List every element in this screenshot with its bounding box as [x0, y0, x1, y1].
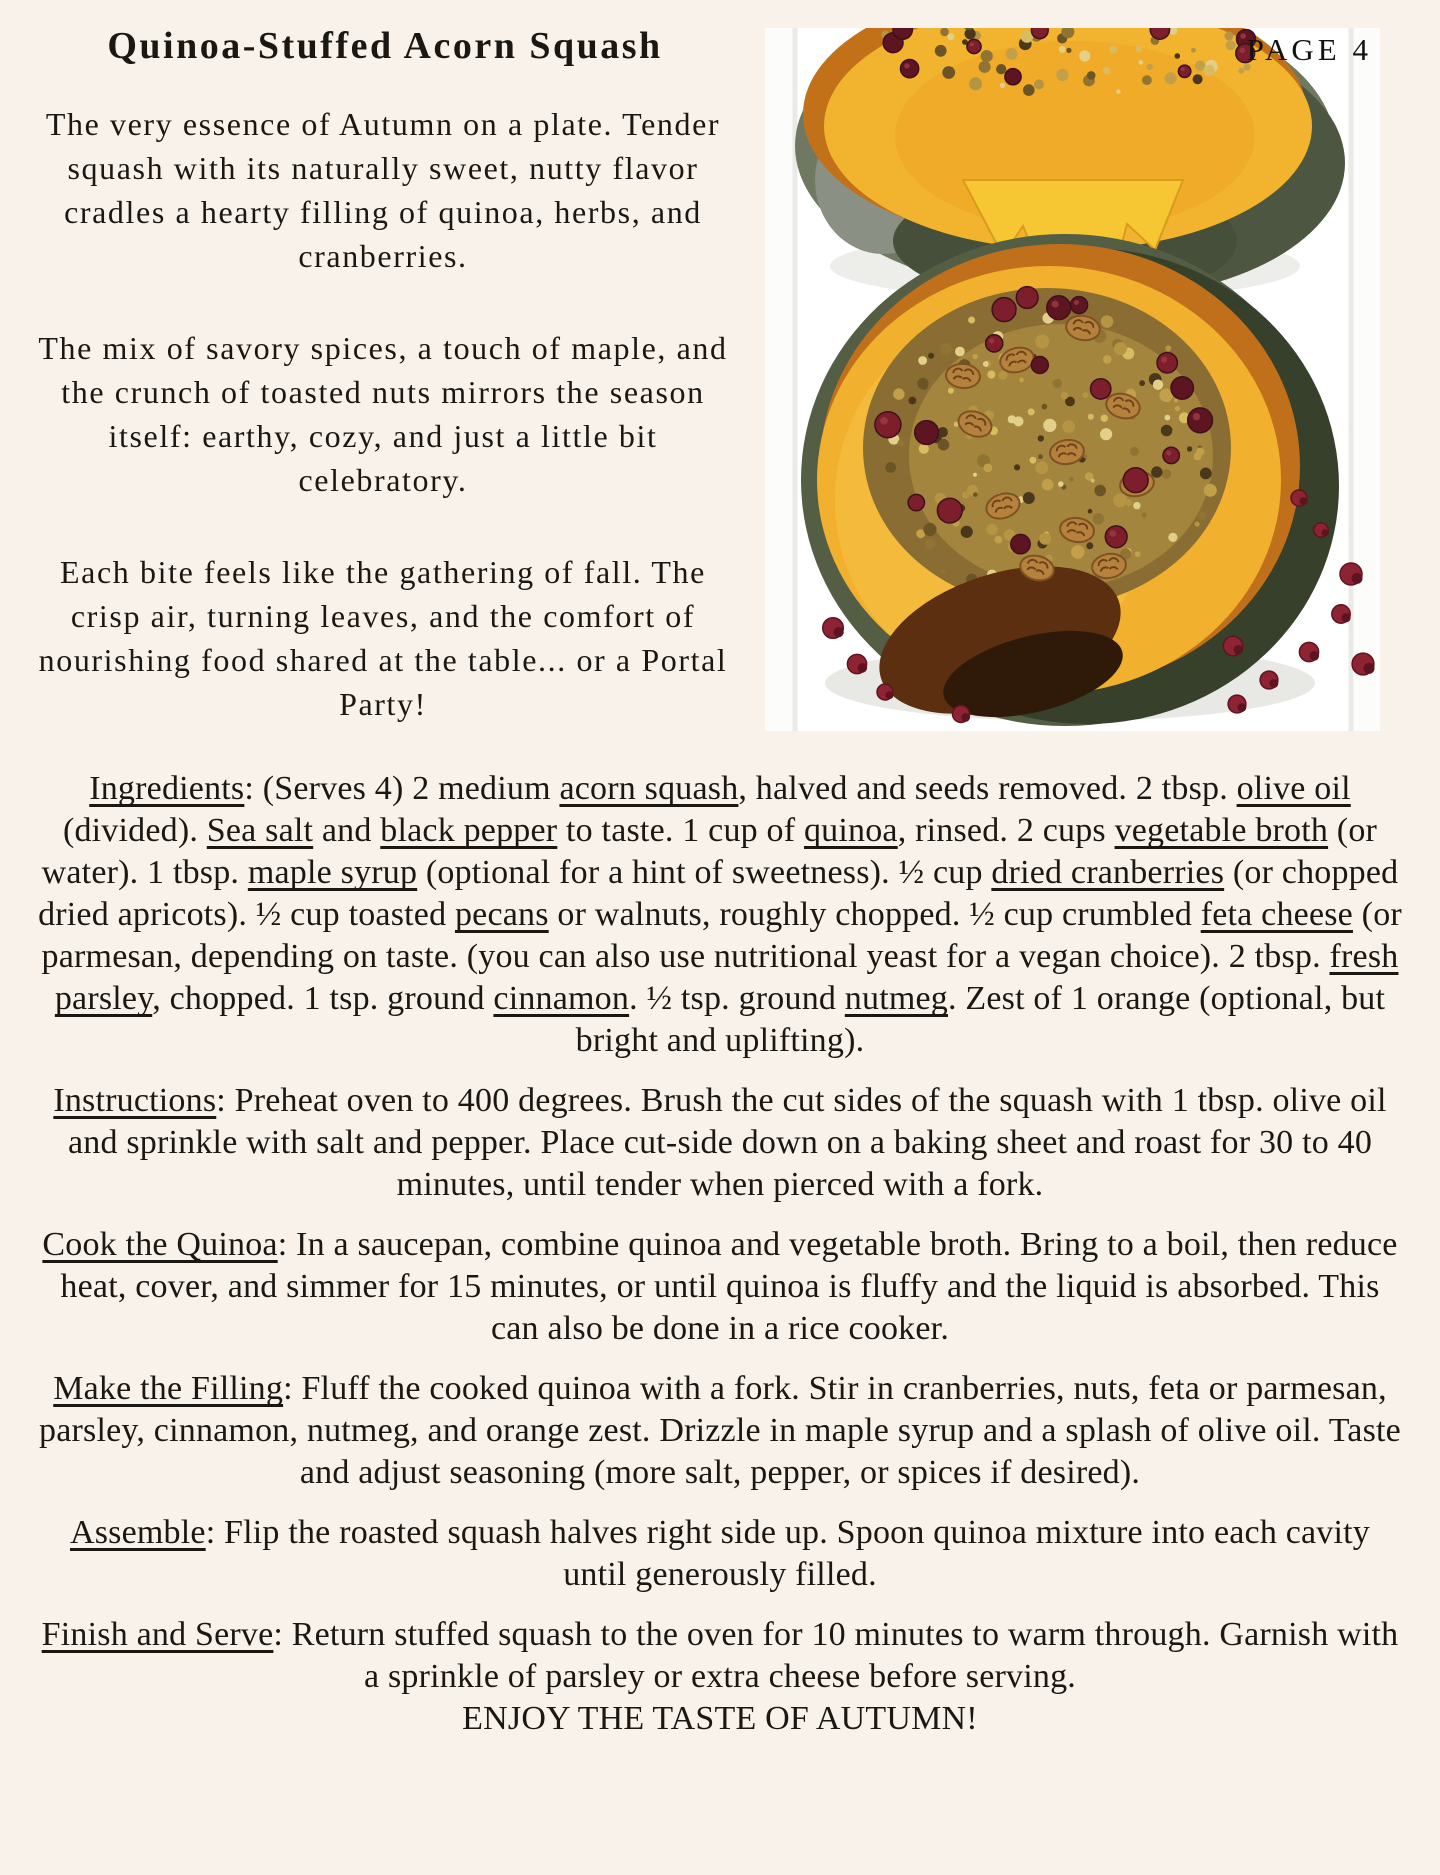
recipe-photo	[765, 28, 1380, 731]
cook-quinoa-paragraph: Cook the Quinoa: In a saucepan, combine quinoa and vegetable broth. Bring to a boil, then reduce heat, cover, and simmer for 15 minutes, or until quinoa is fluffy and the liquid is absorbed. This can also be done in a rice cooker.	[42, 1226, 1398, 1347]
stuffed-squash-photo-illustration	[765, 28, 1380, 731]
intro-paragraph-1: The very essence of Autumn on a plate. Tender squash with its naturally sweet, nutty flavor cradles a hearty filling of quinoa, herbs, and cranberries.	[45, 106, 721, 274]
intro-paragraphs	[28, 102, 738, 774]
closing-line: ENJOY THE TASTE OF AUTUMN!	[462, 1700, 978, 1737]
assemble-paragraph: Assemble: Flip the roasted squash halves right side up. Spoon quinoa mixture into each cavity until generously filled.	[69, 1514, 1370, 1593]
make-filling-paragraph: Make the Filling: Fluff the cooked quinoa with a fork. Stir in cranberries, nuts, feta or parmesan, parsley, cinnamon, nutmeg, and orange zest. Drizzle in maple syrup and a splash of olive oil. Taste and adjust seasoning (more salt, pepper, or spices if desired).	[39, 1370, 1401, 1491]
intro-paragraph-3: Each bite feels like the gathering of fall. The crisp air, turning leaves, and the comfort of nourishing food shared at the table... or a Portal Party!	[38, 554, 728, 722]
recipe-body	[36, 768, 1404, 1740]
page-number-label: PAGE 4	[1246, 32, 1372, 67]
intro-paragraph-2: The mix of savory spices, a touch of maple, and the crunch of toasted nuts mirrors the season itself: earthy, cozy, and just a little bit celebratory.	[38, 330, 728, 498]
ingredients-paragraph: Ingredients: (Serves 4) 2 medium acorn squash, halved and seeds removed. 2 tbsp. olive oil (divided). Sea salt and black pepper to taste. 1 cup of quinoa, rinsed. 2 cups vegetable broth (or water). 1 tbsp. maple syrup (optional for a hint of sweetness). ½ cup dried cranberries (or chopped dried apricots). ½ cup toasted pecans or walnuts, roughly chopped. ½ cup crumbled feta cheese (or parmesan, depending on taste. (you can also use nutritional yeast for a vegan choice). 2 tbsp. fresh parsley, chopped. 1 tsp. ground cinnamon. ½ tsp. ground nutmeg. Zest of 1 orange (optional, but bright and uplifting).	[38, 770, 1402, 1059]
finish-serve-paragraph: Finish and Serve: Return stuffed squash to the oven for 10 minutes to warm through. Garnish with a sprinkle of parsley or extra cheese before serving.	[41, 1616, 1399, 1695]
page-title: Quinoa-Stuffed Acorn Squash	[107, 25, 663, 67]
instructions-paragraph: Instructions: Preheat oven to 400 degrees. Brush the cut sides of the squash with 1 tbsp. olive oil and sprinkle with salt and pepper. Place cut-side down on a baking sheet and roast for 30 to 40 minutes, until tender when pierced with a fork.	[53, 1082, 1387, 1203]
